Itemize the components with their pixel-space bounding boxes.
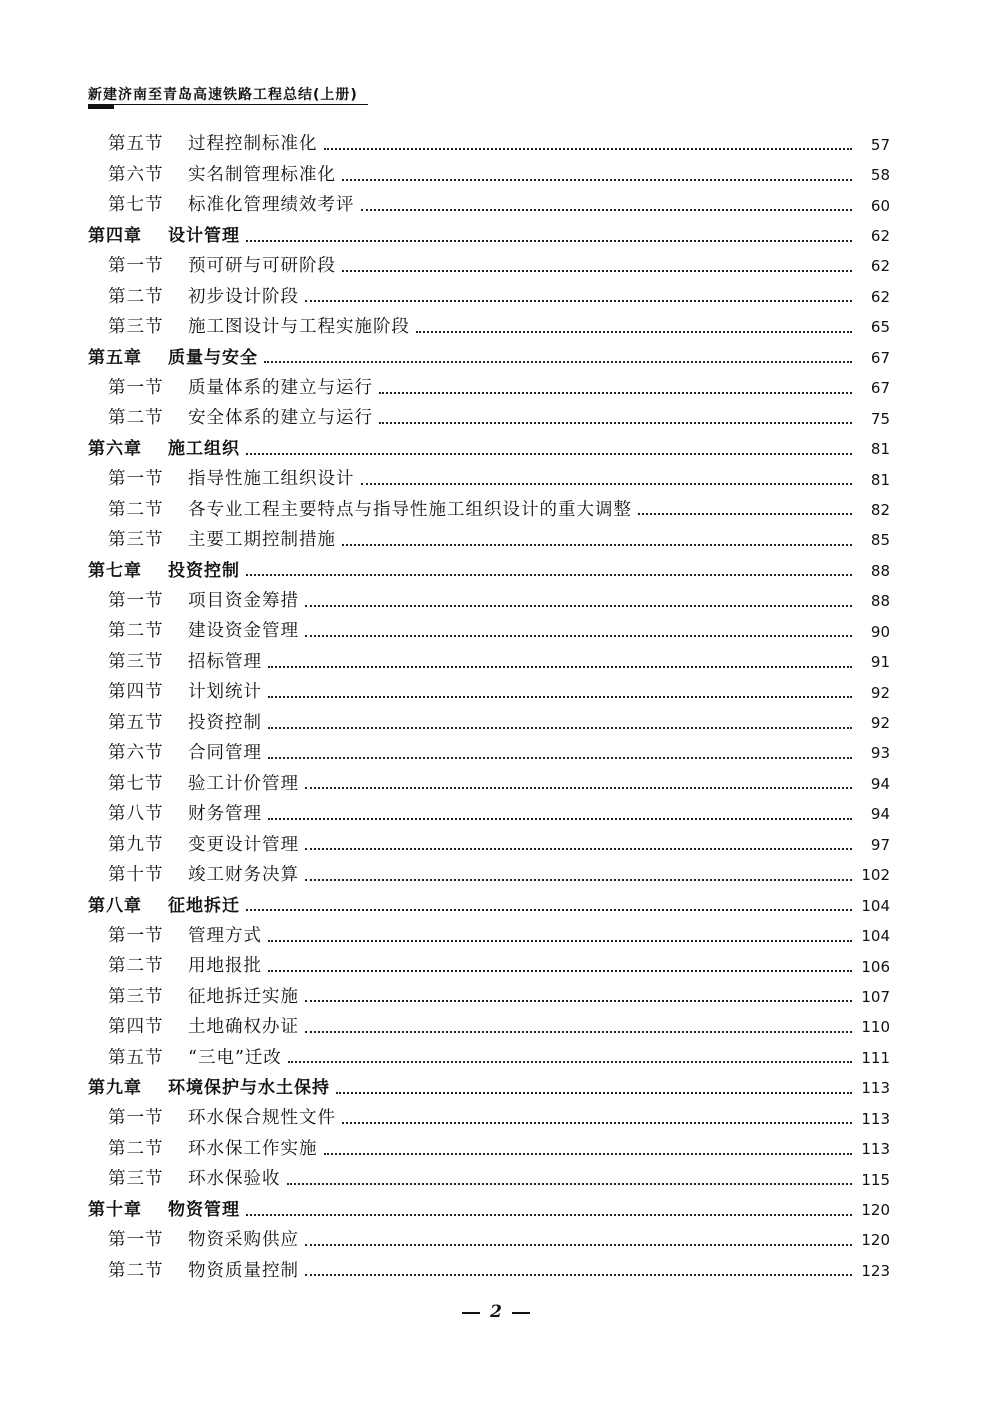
toc-section-entry[interactable]	[88, 1104, 890, 1134]
toc-page-number: 110	[861, 1018, 890, 1037]
toc-page-number: 67	[870, 348, 890, 367]
toc-entry-title: 实名制管理标准化	[188, 164, 336, 185]
toc-entry-title: 指导性施工组织设计	[188, 469, 355, 490]
toc-page-number: 82	[870, 500, 890, 519]
toc-section-entry[interactable]	[88, 1165, 890, 1195]
toc-dot-leader	[246, 453, 852, 455]
toc-page-number: 123	[861, 1261, 890, 1280]
toc-page-number: 104	[861, 896, 890, 915]
toc-page-number: 113	[861, 1109, 890, 1128]
toc-page-number: 94	[870, 805, 890, 824]
toc-dot-leader	[379, 392, 852, 394]
footer-dash-right	[512, 1312, 530, 1314]
toc-entry-title: 验工计价管理	[188, 773, 299, 794]
toc-page-number: 102	[861, 866, 890, 885]
toc-entry-number: 第八节	[108, 804, 164, 825]
toc-dot-leader	[305, 787, 852, 789]
toc-entry-title: 投资控制	[168, 560, 240, 581]
toc-page-number: 104	[861, 927, 890, 946]
toc-section-entry[interactable]	[88, 465, 890, 495]
toc-entry-title: 财务管理	[188, 804, 262, 825]
toc-chapter-entry[interactable]	[88, 891, 890, 921]
toc-entry-number: 第六节	[108, 743, 164, 764]
header-rule	[88, 104, 368, 105]
toc-entry-number: 第七节	[108, 195, 164, 216]
toc-section-entry[interactable]	[88, 617, 890, 647]
toc-entry-number: 第十章	[88, 1200, 142, 1221]
toc-section-entry[interactable]	[88, 921, 890, 951]
toc-entry-number: 第二节	[108, 1138, 164, 1159]
toc-entry-number: 第三节	[108, 317, 164, 338]
toc-dot-leader	[268, 727, 852, 729]
toc-dot-leader	[638, 513, 852, 515]
toc-dot-leader	[246, 240, 852, 242]
toc-page-number: 62	[870, 287, 890, 306]
toc-entry-title: 过程控制标准化	[188, 134, 318, 155]
toc-dot-leader	[268, 940, 852, 942]
toc-page-number: 58	[870, 166, 890, 185]
toc-page-number: 111	[861, 1048, 890, 1067]
toc-entry-number: 第一节	[108, 1108, 164, 1129]
toc-page-number: 113	[861, 1140, 890, 1159]
toc-entry-number: 第四节	[108, 1017, 164, 1038]
footer-dash-left	[462, 1312, 480, 1314]
toc-dot-leader	[342, 179, 852, 181]
toc-dot-leader	[246, 1214, 852, 1216]
toc-entry-number: 第二节	[108, 286, 164, 307]
toc-dot-leader	[268, 818, 852, 820]
toc-entry-number: 第一节	[108, 591, 164, 612]
toc-chapter-entry[interactable]	[88, 343, 890, 373]
toc-page-number: 62	[870, 227, 890, 246]
toc-chapter-entry[interactable]	[88, 1074, 890, 1104]
toc-entry-title: 竣工财务决算	[188, 864, 299, 885]
toc-section-entry[interactable]	[88, 1043, 890, 1073]
toc-page-number: 92	[870, 683, 890, 702]
toc-entry-title: 预可研与可研阶段	[188, 256, 336, 277]
toc-entry-title: 管理方式	[188, 925, 262, 946]
toc-entry-title: 各专业工程主要特点与指导性施工组织设计的重大调整	[188, 499, 632, 520]
toc-section-entry[interactable]	[88, 313, 890, 343]
toc-dot-leader	[246, 574, 852, 576]
toc-page-number: 92	[870, 714, 890, 733]
toc-entry-number: 第五节	[108, 134, 164, 155]
toc-entry-number: 第一节	[108, 377, 164, 398]
toc-chapter-entry[interactable]	[88, 1195, 890, 1225]
toc-page-number: 93	[870, 744, 890, 763]
page-number: 2	[490, 1302, 502, 1322]
toc-section-entry[interactable]	[88, 678, 890, 708]
toc-section-entry[interactable]	[88, 1226, 890, 1256]
toc-dot-leader	[305, 1000, 852, 1002]
toc-section-entry[interactable]	[88, 861, 890, 891]
toc-dot-leader	[268, 757, 852, 759]
toc-page-number: 60	[870, 196, 890, 215]
toc-dot-leader	[324, 148, 853, 150]
toc-section-entry[interactable]	[88, 374, 890, 404]
toc-entry-number: 第三节	[108, 1169, 164, 1190]
toc-dot-leader	[361, 483, 853, 485]
toc-dot-leader	[305, 1274, 852, 1276]
toc-entry-number: 第四章	[88, 226, 142, 247]
toc-page-number: 91	[870, 653, 890, 672]
toc-section-entry[interactable]	[88, 1256, 890, 1286]
toc-section-entry[interactable]	[88, 800, 890, 830]
toc-entry-number: 第七章	[88, 560, 142, 581]
toc-page-number: 120	[861, 1201, 890, 1220]
toc-entry-number: 第二节	[108, 956, 164, 977]
toc-entry-number: 第二节	[108, 1260, 164, 1281]
toc-section-entry[interactable]	[88, 708, 890, 738]
toc-section-entry[interactable]	[88, 982, 890, 1012]
toc-entry-number: 第二节	[108, 499, 164, 520]
toc-entry-title: 变更设计管理	[188, 834, 299, 855]
toc-section-entry[interactable]	[88, 495, 890, 525]
toc-page-number: 65	[870, 318, 890, 337]
toc-page-number: 97	[870, 835, 890, 854]
toc-entry-title: 物资采购供应	[188, 1230, 299, 1251]
toc-chapter-entry[interactable]	[88, 434, 890, 464]
toc-dot-leader	[305, 879, 852, 881]
toc-page-number: 115	[861, 1170, 890, 1189]
toc-section-entry[interactable]	[88, 1013, 890, 1043]
toc-page-number: 113	[861, 1079, 890, 1098]
toc-page-number: 90	[870, 622, 890, 641]
toc-entry-number: 第一节	[108, 1230, 164, 1251]
toc-entry-number: 第一节	[108, 925, 164, 946]
toc-dot-leader	[324, 1153, 853, 1155]
toc-entry-number: 第六章	[88, 439, 142, 460]
toc-dot-leader	[342, 544, 852, 546]
toc-entry-title: 用地报批	[188, 956, 262, 977]
toc-dot-leader	[264, 361, 852, 363]
toc-entry-title: 环水保验收	[188, 1169, 281, 1190]
toc-entry-title: 安全体系的建立与运行	[188, 408, 373, 429]
toc-dot-leader	[305, 1031, 852, 1033]
toc-entry-number: 第二节	[108, 408, 164, 429]
toc-entry-number: 第八章	[88, 895, 142, 916]
toc-dot-leader	[342, 1122, 852, 1124]
toc-section-entry[interactable]	[88, 1134, 890, 1164]
toc-dot-leader	[416, 331, 852, 333]
toc-dot-leader	[305, 300, 852, 302]
toc-entry-number: 第五节	[108, 1047, 164, 1068]
toc-section-entry[interactable]	[88, 647, 890, 677]
toc-page-number: 81	[870, 470, 890, 489]
toc-entry-title: 质量体系的建立与运行	[188, 377, 373, 398]
toc-entry-number: 第七节	[108, 773, 164, 794]
toc-chapter-entry[interactable]	[88, 556, 890, 586]
table-of-contents	[88, 130, 890, 1287]
toc-entry-title: 施工组织	[168, 439, 240, 460]
toc-dot-leader	[305, 635, 852, 637]
toc-entry-number: 第九章	[88, 1078, 142, 1099]
toc-entry-title: 土地确权办证	[188, 1017, 299, 1038]
toc-section-entry[interactable]	[88, 830, 890, 860]
header-rule-tab	[88, 105, 114, 109]
toc-section-entry[interactable]	[88, 952, 890, 982]
toc-section-entry[interactable]	[88, 769, 890, 799]
toc-page-number: 120	[861, 1231, 890, 1250]
toc-page-number: 94	[870, 774, 890, 793]
toc-page-number: 62	[870, 257, 890, 276]
toc-section-entry[interactable]	[88, 587, 890, 617]
toc-page-number: 81	[870, 440, 890, 459]
toc-section-entry[interactable]	[88, 739, 890, 769]
toc-entry-number: 第一节	[108, 256, 164, 277]
toc-entry-title: 环境保护与水土保持	[168, 1078, 330, 1099]
toc-entry-title: 环水保工作实施	[188, 1138, 318, 1159]
toc-entry-title: 征地拆迁实施	[188, 986, 299, 1007]
toc-entry-number: 第十节	[108, 864, 164, 885]
toc-dot-leader	[288, 1061, 852, 1063]
toc-entry-title: 项目资金筹措	[188, 591, 299, 612]
toc-entry-title: “三电”迁改	[188, 1047, 282, 1068]
toc-entry-title: 环水保合规性文件	[188, 1108, 336, 1129]
toc-section-entry[interactable]	[88, 404, 890, 434]
toc-page-number: 57	[870, 135, 890, 154]
toc-entry-number: 第九节	[108, 834, 164, 855]
toc-dot-leader	[268, 696, 852, 698]
toc-chapter-entry[interactable]	[88, 221, 890, 251]
toc-section-entry[interactable]	[88, 160, 890, 190]
toc-entry-title: 招标管理	[188, 651, 262, 672]
toc-page-number: 75	[870, 409, 890, 428]
toc-entry-title: 合同管理	[188, 743, 262, 764]
toc-entry-number: 第三节	[108, 651, 164, 672]
toc-dot-leader	[342, 270, 852, 272]
toc-dot-leader	[305, 1244, 852, 1246]
toc-dot-leader	[361, 209, 853, 211]
toc-entry-title: 物资质量控制	[188, 1260, 299, 1281]
toc-dot-leader	[305, 848, 852, 850]
toc-entry-title: 设计管理	[168, 226, 240, 247]
toc-entry-title: 物资管理	[168, 1200, 240, 1221]
toc-dot-leader	[287, 1183, 853, 1185]
toc-entry-title: 主要工期控制措施	[188, 530, 336, 551]
toc-dot-leader	[246, 909, 852, 911]
toc-page-number: 67	[870, 379, 890, 398]
toc-entry-title: 初步设计阶段	[188, 286, 299, 307]
toc-dot-leader	[305, 605, 852, 607]
toc-dot-leader	[336, 1092, 852, 1094]
toc-page-number: 88	[870, 592, 890, 611]
toc-dot-leader	[268, 666, 852, 668]
toc-entry-number: 第五章	[88, 347, 142, 368]
toc-page-number: 107	[861, 987, 890, 1006]
page-footer	[0, 1302, 992, 1322]
toc-entry-number: 第六节	[108, 164, 164, 185]
toc-entry-title: 建设资金管理	[188, 621, 299, 642]
toc-section-entry[interactable]	[88, 252, 890, 282]
toc-page-number: 85	[870, 531, 890, 550]
toc-section-entry[interactable]	[88, 130, 890, 160]
toc-page-number: 106	[861, 957, 890, 976]
toc-dot-leader	[268, 970, 852, 972]
toc-entry-title: 质量与安全	[168, 347, 258, 368]
toc-entry-number: 第三节	[108, 986, 164, 1007]
running-header: 新建济南至青岛高速铁路工程总结(上册)	[88, 87, 358, 103]
toc-section-entry[interactable]	[88, 526, 890, 556]
toc-section-entry[interactable]	[88, 191, 890, 221]
toc-entry-number: 第一节	[108, 469, 164, 490]
toc-entry-number: 第四节	[108, 682, 164, 703]
toc-section-entry[interactable]	[88, 282, 890, 312]
toc-entry-number: 第二节	[108, 621, 164, 642]
toc-entry-number: 第五节	[108, 712, 164, 733]
toc-entry-number: 第三节	[108, 530, 164, 551]
toc-entry-title: 投资控制	[188, 712, 262, 733]
toc-entry-title: 施工图设计与工程实施阶段	[188, 317, 410, 338]
toc-entry-title: 计划统计	[188, 682, 262, 703]
toc-dot-leader	[379, 422, 852, 424]
toc-page-number: 88	[870, 561, 890, 580]
toc-entry-title: 标准化管理绩效考评	[188, 195, 355, 216]
toc-entry-title: 征地拆迁	[168, 895, 240, 916]
